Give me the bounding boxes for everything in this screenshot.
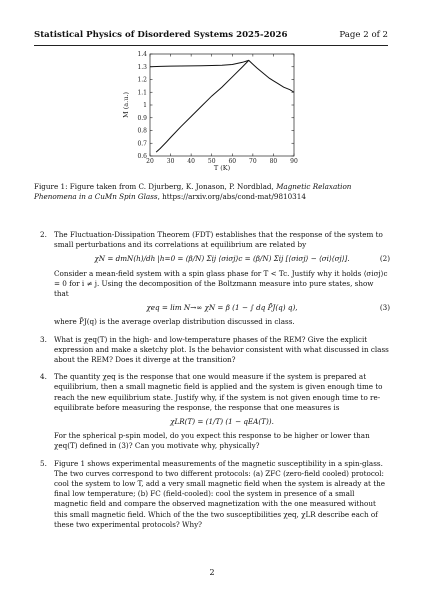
item-text: Figure 1 shows experimental measurements of the magnetic susceptibility in a spin-glass. The two curves correspond to two different protocols: (a) ZFC (zero-field cooled) protocol: cool the system to low T, add a very small magnetic field when the system is already at the final low temperature; (b) FC (field-cooled): cool the system in presence of a small magnetic field and compare the observed magnetization with the one measured without this small magnetic field. Which of the the two susceptibilities χeq, χLR describe each of these two experimental protocols? Why? [54,458,385,529]
item-number: 2. [40,230,47,239]
page-label: Page 2 of 2 [339,30,388,40]
plot-frame [150,54,294,156]
x-tick-label: 60 [228,158,237,165]
equation-2 [54,254,390,264]
page-header [34,30,388,44]
caption-label: Figure 1: [34,182,68,191]
item-text: The Fluctuation-Dissipation Theorem (FDT) establishes that the response of the system to small perturbations and its correlations at equilibrium are related by [54,230,383,250]
series-line-zfc [156,60,249,152]
exercise-list [34,230,390,537]
y-tick-label: 1.4 [137,51,147,58]
y-tick-label: 1.3 [137,63,147,71]
y-tick-label: 0.8 [137,127,147,135]
x-tick-label: 50 [207,158,216,165]
equation-3 [54,303,390,313]
y-tick-label: 0.6 [137,153,147,160]
list-item [34,372,390,451]
item-text: Consider a mean-field system with a spin glass phase for T < Tc. Justify why it holds ⟨σiσj⟩c = 0 for i ≠ j. Using the decomposition of the Boltzmann measure into pure states, show that [54,268,388,299]
item-text: where P̄J(q) is the average overlap distribution discussed in class. [54,317,295,327]
item-number: 5. [40,458,47,468]
item-number: 4. [40,372,47,382]
x-tick-label: 90 [290,158,298,165]
x-tick-label: 80 [269,158,278,165]
item-text: For the spherical p-spin model, do you expect this response to be higher or lower than χeq(T) defined in (3)? Can you motivate why, physically? [54,431,370,451]
caption-text: Figure taken from C. Djurberg, K. Jonason, P. Nordblad, [69,182,277,191]
equation-text: χN = dmN(h)/dh |h=0 = (β/N) Σij ⟨σiσj⟩c = (β/N) Σij [⟨σiσj⟩ − ⟨σi⟩⟨σj⟩]. [94,254,350,264]
equation-text: χeq = lim N→∞ χN = β (1 − ∫ dq P̄J(q) q), [146,303,298,313]
y-tick-label: 1 [143,102,147,109]
x-axis-label: T (K) [213,164,231,172]
caption-tail: , https://arxiv.org/abs/cond-mat/9810314 [157,192,306,201]
equation-number: (2) [379,254,390,264]
y-tick-label: 0.9 [137,114,147,122]
y-axis-label: M (a.u.) [122,92,130,118]
equation-number: (3) [379,303,390,313]
page-number: 2 [209,568,215,577]
caption-italic: Magnetic Relaxation Phenomena in a CuMn Spin Glass [34,182,352,201]
list-item [34,335,390,366]
y-tick-label: 1.2 [137,76,147,84]
y-tick-label: 0.7 [137,140,147,148]
item-number: 3. [40,334,47,344]
x-tick-label: 70 [249,158,257,165]
equation-text: χLR(T) = (1/T) (1 − qEA(T)). [170,417,274,427]
item-text: What is χeq(T) in the high- and low-temperature phases of the REM? Give the explicit expression and make a sketchy plot. Is the behavior consistent with what discussed in class about the REM? Does it diverge at the transition? [54,334,389,365]
y-tick-label: 1.1 [137,89,147,97]
x-tick-label: 30 [166,158,175,165]
equation-lr [54,417,390,427]
x-tick-label: 20 [146,158,154,165]
list-item [34,230,390,328]
header-rule [34,45,388,46]
magnetization-chart [118,48,304,180]
document-title: Statistical Physics of Disordered Systems 2025-2026 [34,30,288,40]
list-item [34,459,390,530]
x-tick-label: 40 [187,158,195,165]
figure-1 [118,48,304,180]
item-text: The quantity χeq is the response that one would measure if the system is prepared at equilibrium, then a small magnetic field is applied and the system is given enough time to reach the new equilibrium state. Justify why, if the system is not given enough time to re-equilibrate before measuring the response, the response that one measures is [54,372,383,412]
figure-caption [34,182,389,202]
